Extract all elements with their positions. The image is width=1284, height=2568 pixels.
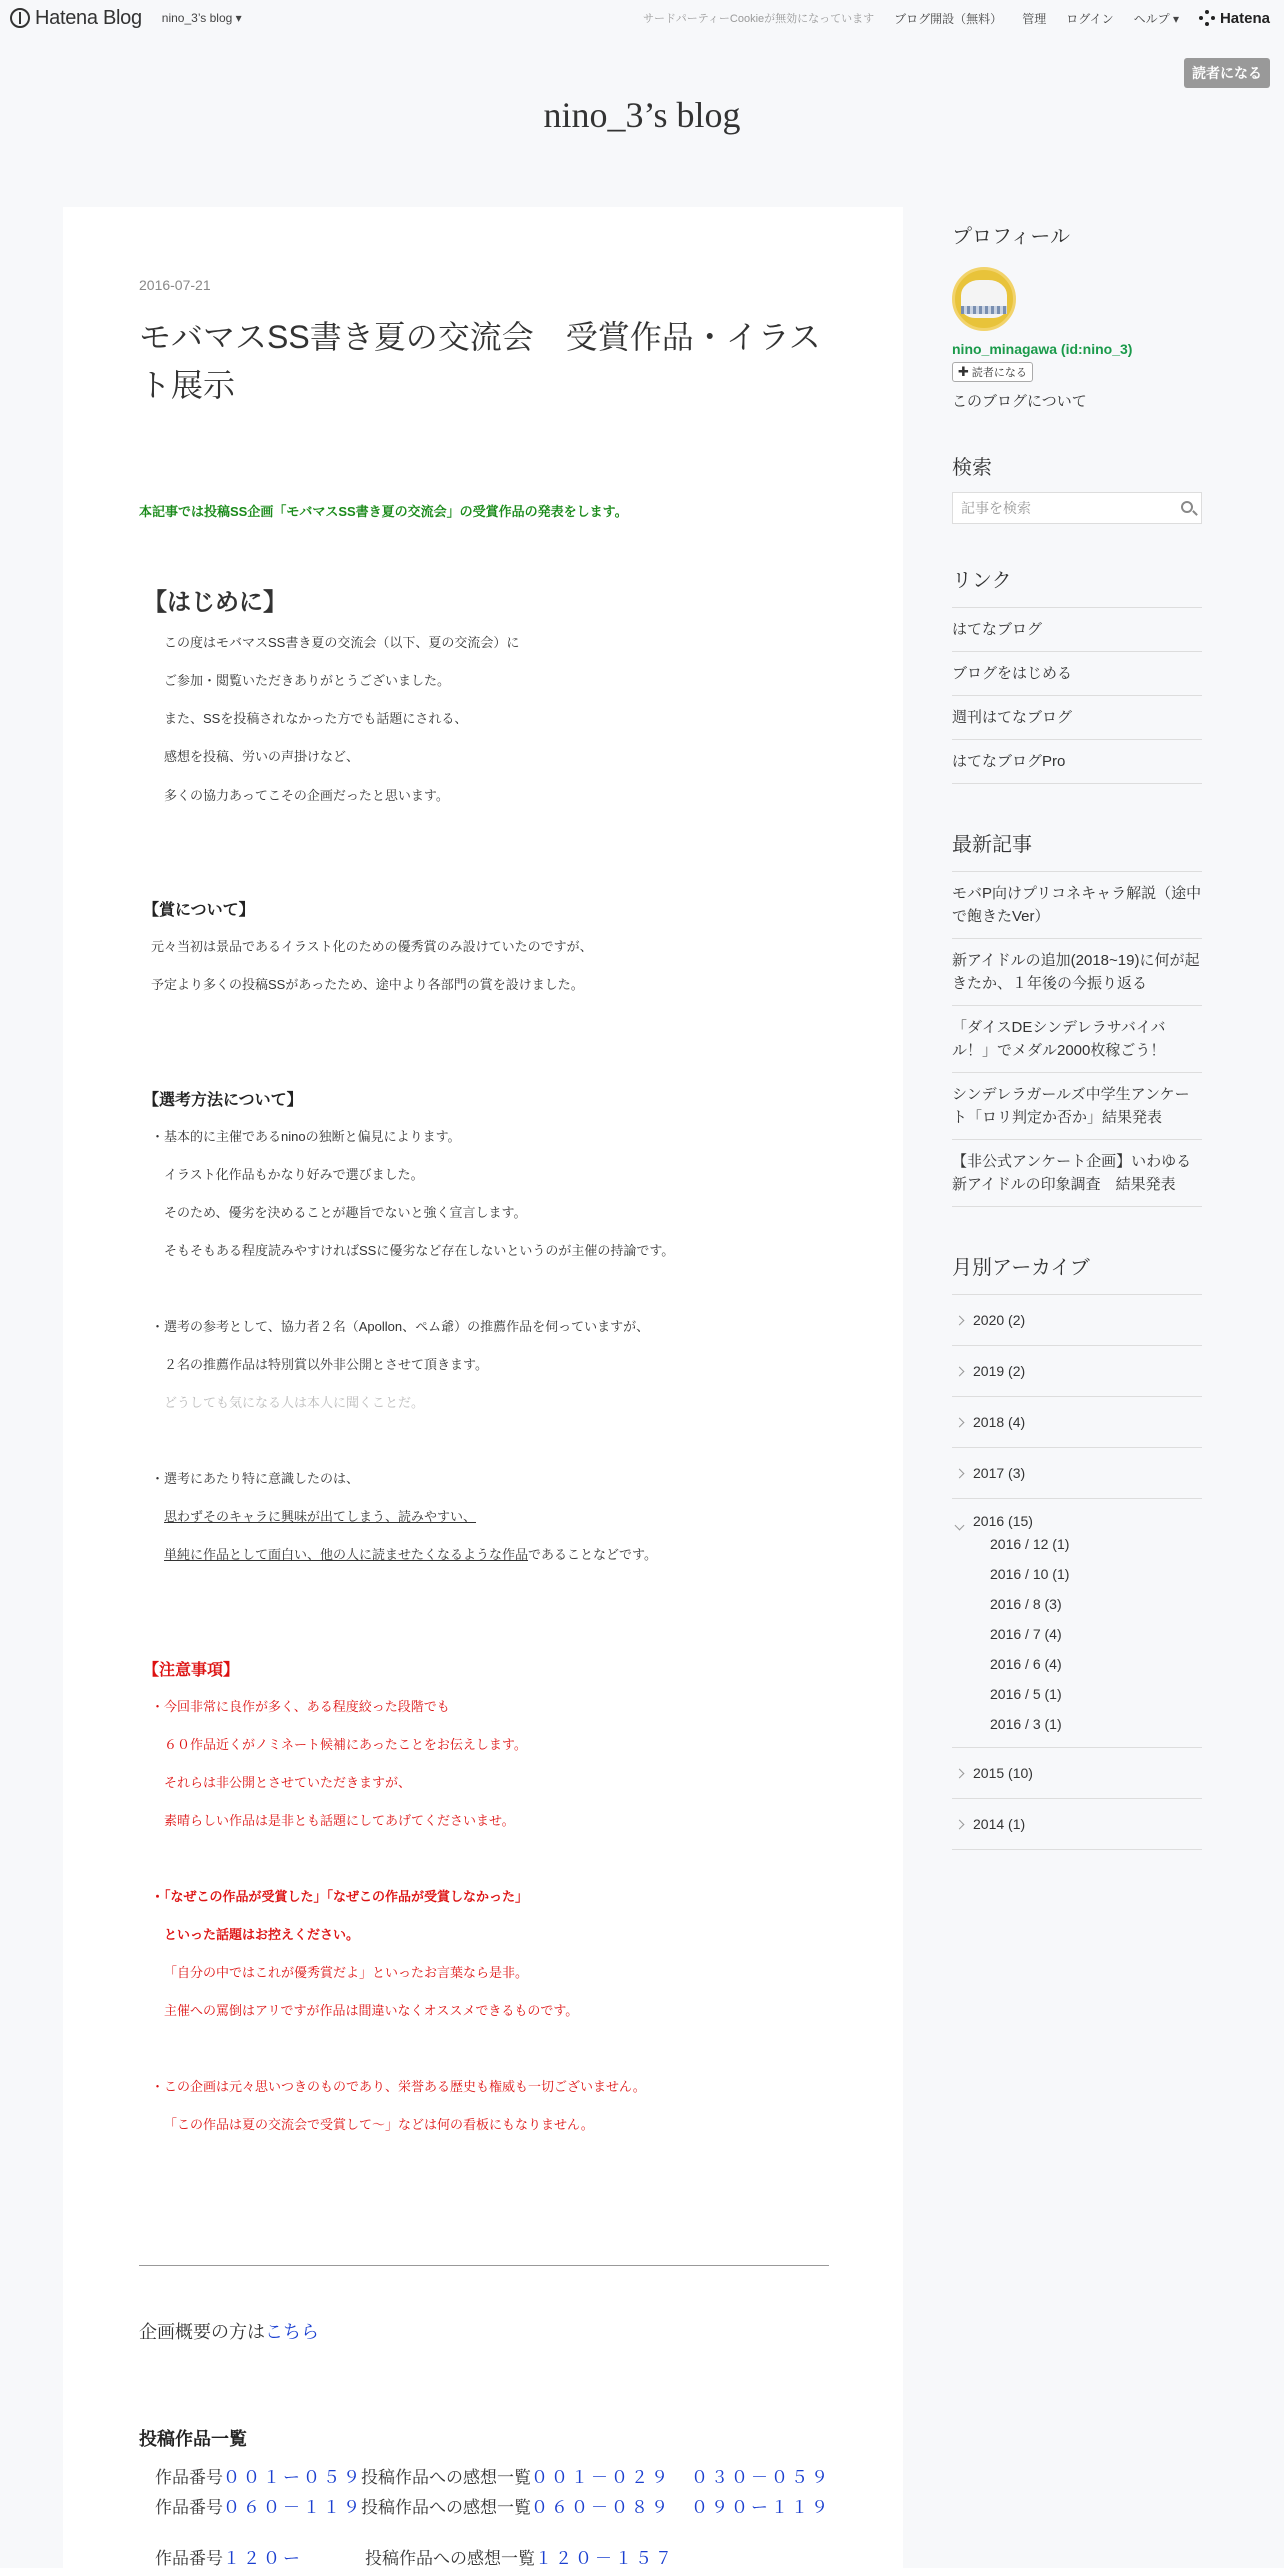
notice-line: 主催への罵倒はアリですが作品は間違いなくオススメできるものです。 [164,2003,579,2018]
archive-month[interactable]: 2016 / 5 (1) [990,1686,1062,1702]
links-heading: リンク [952,570,1012,592]
works-label: 作品番号 [155,2549,223,2568]
chevron-right-icon [955,1315,965,1325]
works-range-link[interactable]: ０６０－１１９ [223,2498,363,2517]
works-label: 作品番号 [155,2498,223,2517]
start-blog-link[interactable]: ブログ開設（無料） [894,11,1003,26]
archive-year[interactable] [952,1295,1202,1346]
archive-month[interactable]: 2016 / 8 (3) [990,1596,1062,1612]
works-row [155,2544,303,2568]
archive-label: 2015 (10) [973,1765,1033,1781]
method-aside: どうしても気になる人は本人に聞くことだ。 [164,1395,425,1410]
impressions-row [361,2493,831,2518]
works-row [155,2493,363,2518]
cookie-notice[interactable]: サードパーティーCookieが無効になっています [643,13,875,25]
heading-notice: 【注意事項】 [143,1662,240,1679]
recent-entry[interactable]: 「ダイスDEシンデレラサバイバル！」でメダル2000枚稼ごう！ [952,1006,1202,1073]
plus-icon: ✚ [958,364,969,379]
link-item[interactable]: ブログをはじめる [952,652,1202,696]
links-list [952,607,1202,784]
intro-text: 本記事では投稿SS企画「モバマスSS書き夏の交流会」の受賞作品の発表をします。 [139,504,628,519]
heading-method: 【選考方法について】 [143,1092,303,1109]
heading-intro: 【はじめに】 [143,589,287,616]
impressions-link[interactable]: ０６０－０８９ ０９０ー１１９ [531,2498,831,2517]
notice-line: ６０作品近くがノミネート候補にあったことをお伝えします。 [164,1737,527,1752]
method-underline: 思わずそのキャラに興味が出てしまう、読みやすい、 [164,1509,477,1524]
intro-line: また、SSを投稿されなかった方でも話題にされる、 [164,711,468,726]
method-line: ・選考の参考として、協力者２名（Apollon、ペム爺）の推薦作品を伺っていますが、 [151,1319,650,1334]
archive-year[interactable] [952,1748,1202,1799]
hatena-blog-logo-icon [10,8,30,28]
brand-text: Hatena Blog [35,6,142,29]
chevron-right-icon [955,1366,965,1376]
archive-year[interactable] [952,1799,1202,1850]
archive-year[interactable] [952,1499,1202,1529]
link-item[interactable]: 週刊はてなブログ [952,696,1202,740]
archive-year[interactable] [952,1448,1202,1499]
notice-line: それらは非公開とさせていただきますが、 [164,1775,412,1790]
entry-title[interactable]: モバマスSS書き夏の交流会 受賞作品・イラスト展示 [139,319,821,403]
heading-award: 【賞について】 [143,902,255,919]
sidebar-subscribe-button[interactable] [952,362,1033,382]
intro-line: 感想を投稿、労いの声掛けなど、 [164,749,360,764]
impressions-label: 投稿作品への感想一覧 [365,2549,535,2568]
archive-month[interactable]: 2016 / 3 (1) [990,1716,1062,1732]
archive-label: 2017 (3) [973,1465,1026,1481]
subscribe-button-top[interactable]: 読者になる [1184,58,1270,88]
works-row [155,2463,363,2488]
avatar-image [961,280,1007,318]
award-line: 予定より多くの投稿SSがあったため、途中より各部門の賞を設けました。 [151,977,584,992]
search-placeholder: 記事を検索 [961,500,1031,516]
profile-heading: プロフィール [952,226,1070,248]
intro-line: この度はモバマスSS書き夏の交流会（以下、夏の交流会）に [164,635,520,650]
link-item[interactable]: はてなブログ [952,608,1202,652]
archive-label: 2014 (1) [973,1816,1026,1832]
recent-heading: 最新記事 [952,834,1032,856]
blog-menu-dropdown[interactable]: nino_3’s blog ▾ [161,11,242,25]
notice-bold: ・「なぜこの作品が受賞した」「なぜこの作品が受賞しなかった」 [151,1889,529,1904]
search-input[interactable] [952,492,1202,524]
method-underline: 単純に作品として面白い、他の人に読ませたくなるような作品 [164,1547,529,1562]
overview-link[interactable]: こちら [265,2322,319,2342]
recent-entry[interactable]: モバP向けプリコネキャラ解説（途中で飽きたVer） [952,872,1202,939]
chevron-right-icon [955,1768,965,1778]
works-range-link[interactable]: ００１ー０５９ [223,2468,363,2487]
hatena-menu[interactable] [1199,10,1270,27]
entry-date[interactable]: 2016-07-21 [139,277,211,293]
help-dropdown[interactable]: ヘルプ ▾ [1133,11,1179,26]
works-label: 作品番号 [155,2468,223,2487]
overview-prefix: 企画概要の方は [139,2322,265,2342]
search-heading: 検索 [952,457,992,479]
impressions-label: 投稿作品への感想一覧 [361,2468,531,2487]
notice-line: ・今回非常に良作が多く、ある程度絞った段階でも [151,1699,450,1714]
archive-year[interactable] [952,1397,1202,1448]
method-line: そもそもある程度読みやすければSSに優劣など存在しないというのが主催の持論です。 [164,1243,675,1258]
archive-year[interactable] [952,1346,1202,1397]
recent-entry[interactable]: シンデレラガールズ中学生アンケート「ロリ判定か否か」結果発表 [952,1073,1202,1140]
impressions-row [365,2544,675,2568]
works-range-link[interactable]: １２０ー [223,2549,303,2568]
sidebar [952,220,1202,1850]
search-icon[interactable] [1181,501,1193,513]
archive-year-expanded [952,1499,1202,1748]
archive-label: 2020 (2) [973,1312,1026,1328]
archive-month[interactable]: 2016 / 7 (4) [990,1626,1062,1642]
login-link[interactable]: ログイン [1066,11,1114,26]
method-line: ・基本的に主催であるninoの独断と偏見によります。 [151,1129,461,1144]
method-line: そのため、優劣を決めることが趣旨でないと強く宣言します。 [164,1205,527,1220]
notice-line: 「この作品は夏の交流会で受賞して～」などは何の看板にもなりません。 [164,2117,594,2132]
admin-link[interactable]: 管理 [1022,11,1047,26]
impressions-link[interactable]: ００１－０２９ ０３０－０５９ [531,2468,831,2487]
impressions-label: 投稿作品への感想一覧 [361,2498,531,2517]
hatena-dots-icon [1199,10,1215,26]
impressions-link[interactable]: １２０－１５７ [535,2549,675,2568]
archive-month[interactable]: 2016 / 12 (1) [990,1536,1070,1552]
hatena-text: Hatena [1219,9,1270,27]
method-line: ・選考にあたり特に意識したのは、 [151,1471,360,1486]
works-heading: 投稿作品一覧 [139,2429,247,2449]
notice-bold: といった話題はお控えください。 [164,1927,360,1942]
avatar[interactable] [952,267,1016,331]
about-link[interactable]: このブログについて [952,393,1087,410]
notice-line: ・この企画は元々思いつきのものであり、栄誉ある歴史も権威も一切ございません。 [151,2079,646,2094]
subscribe-label: 読者になる [971,367,1027,379]
method-line: イラスト化作品もかなり好みで選びました。 [164,1167,424,1182]
method-tail: であることなどです。 [528,1547,657,1562]
intro-line: ご参加・閲覧いただきありがとうございました。 [164,673,451,688]
chevron-right-icon [955,1819,965,1829]
archive-heading: 月別アーカイブ [952,1257,1090,1279]
method-line [164,1546,657,1564]
archive-list [952,1294,1202,1850]
chevron-right-icon [955,1468,965,1478]
notice-line: 「自分の中ではこれが優秀賞だよ」といったお言葉なら是非。 [164,1965,529,1980]
recent-entry[interactable]: 【非公式アンケート企画】いわゆる新アイドルの印象調査 結果発表 [952,1140,1202,1207]
profile-username[interactable]: nino_minagawa (id:nino_3) [952,341,1133,357]
recent-list [952,871,1202,1207]
horizontal-rule [139,2265,829,2266]
method-line: ２名の推薦作品は特別賞以外非公開とさせて頂きます。 [164,1357,488,1372]
award-line: 元々当初は景品であるイラスト化のための優秀賞のみ設けていたのですが、 [151,939,593,954]
archive-label: 2016 (15) [973,1513,1033,1529]
recent-entry[interactable]: 新アイドルの追加(2018~19)に何が起きたか、１年後の今振り返る [952,939,1202,1006]
blog-title[interactable]: nino_3’s blog [543,95,741,135]
intro-line: 多くの協力あってこその企画だったと思います。 [164,788,449,803]
archive-month[interactable]: 2016 / 6 (4) [990,1656,1062,1672]
chevron-right-icon [955,1417,965,1427]
archive-label: 2018 (4) [973,1414,1026,1430]
notice-line: 素晴らしい作品は是非とも話題にしてあげてくださいませ。 [164,1813,515,1828]
link-item[interactable]: はてなブログPro [952,740,1202,784]
overview-line [139,2318,319,2344]
global-header [0,0,1284,36]
hatena-blog-logo[interactable] [10,7,142,30]
archive-label: 2019 (2) [973,1363,1026,1379]
archive-month[interactable]: 2016 / 10 (1) [990,1566,1070,1582]
article-container [63,207,903,2568]
impressions-row [361,2463,831,2488]
